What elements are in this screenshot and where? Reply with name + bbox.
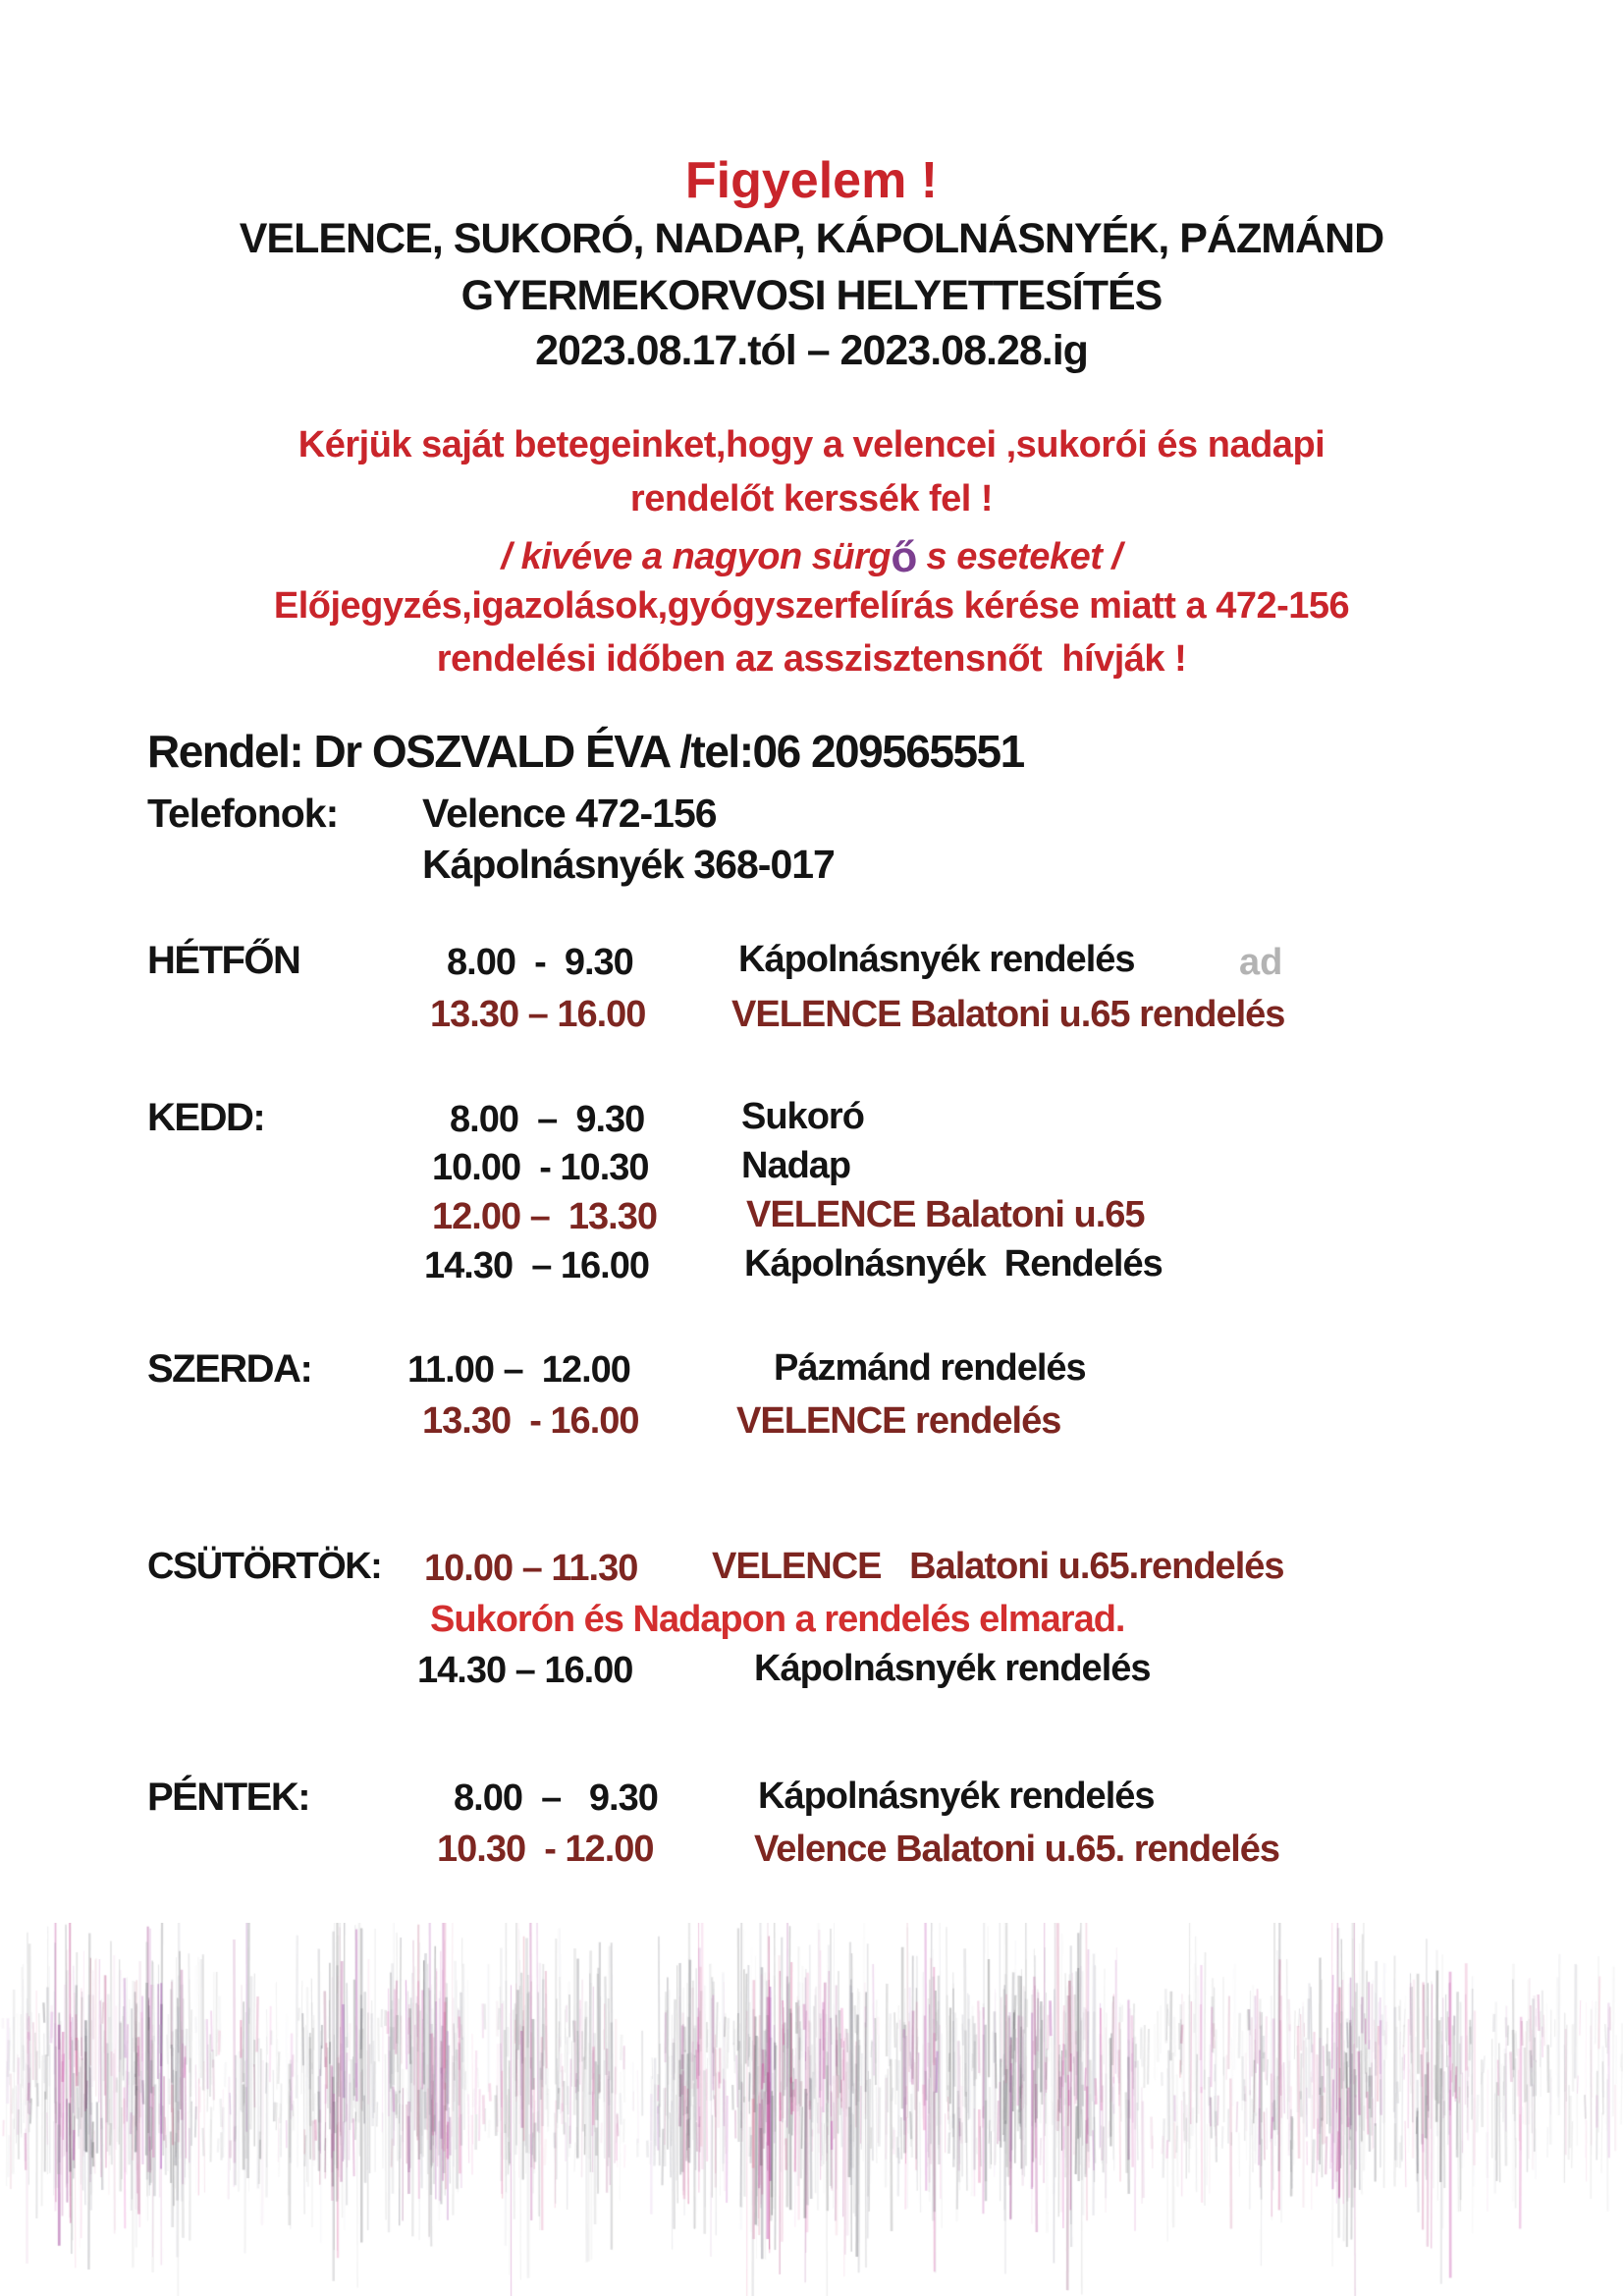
time-cell: 10.30 - 12.00 [437,1829,654,1870]
time-cell: 11.00 – 12.00 [407,1349,630,1391]
request-exception-line [0,531,1623,583]
phone-kapolnasnyek: Kápolnásnyék 368-017 [422,842,835,887]
request-line-5: rendelési időben az asszisztensnőt hívják ! [436,638,1187,680]
request-line-1: Kérjük saját betegeinket,hogy a velencei ,sukorói és nadapi [298,424,1325,465]
scanner-artifact-band [0,1923,1623,2296]
time-cell: 13.30 – 16.00 [430,994,646,1035]
time-cell: 10.00 - 10.30 [432,1147,649,1188]
faded-text-ad: ad [1239,942,1283,983]
date-range: 2023.08.17.tól – 2023.08.28.ig [535,327,1088,374]
request-line-4: Előjegyzés,igazolások,gyógyszerfelírás kérése miatt a 472-156 [273,585,1350,627]
exception-text-pre: / kivéve a nagyon sürg [501,536,892,577]
day-label-pentek: PÉNTEK: [147,1776,310,1819]
exception-text-post: s eseteket / [916,536,1122,577]
day-label-csutortok: CSÜTÖRTÖK: [147,1546,382,1587]
time-cell: 12.00 – 13.30 [432,1196,657,1237]
day-label-szerda: SZERDA: [147,1347,312,1391]
place-cell: VELENCE Balatoni u.65.rendelés [712,1546,1284,1587]
place-cell: Sukoró [741,1096,864,1137]
place-cell: Kápolnásnyék rendelés [758,1776,1155,1817]
notice-title-line2: GYERMEKORVOSI HELYETTESÍTÉS [460,272,1163,319]
time-cell: 14.30 – 16.00 [417,1650,633,1691]
time-cell: 14.30 – 16.00 [424,1245,649,1286]
phone-velence: Velence 472-156 [422,791,717,836]
place-cell: VELENCE Balatoni u.65 rendelés [731,994,1285,1035]
doctor-line: Rendel: Dr OSZVALD ÉVA /tel:06 209565551 [147,726,1024,777]
handwritten-correction: ő [889,531,919,583]
time-cell: 8.00 - 9.30 [447,942,633,983]
place-cell: Kápolnásnyék rendelés [738,939,1135,980]
time-cell: 13.30 - 16.00 [422,1400,639,1442]
place-cell: VELENCE Balatoni u.65 [746,1194,1145,1235]
cancellation-note: Sukorón és Nadapon a rendelés elmarad. [430,1599,1125,1640]
notice-title-line1: VELENCE, SUKORÓ, NADAP, KÁPOLNÁSNYÉK, PÁZMÁND [239,215,1384,262]
place-cell: VELENCE rendelés [736,1400,1061,1442]
attention-heading: Figyelem ! [684,152,939,209]
time-cell: 10.00 – 11.30 [424,1548,638,1589]
phones-label: Telefonok: [147,791,339,836]
time-cell: 8.00 – 9.30 [454,1777,658,1819]
day-label-kedd: KEDD: [147,1096,265,1139]
place-cell: Velence Balatoni u.65. rendelés [754,1829,1280,1870]
time-cell: 8.00 – 9.30 [450,1099,645,1140]
place-cell: Kápolnásnyék Rendelés [744,1243,1163,1285]
day-label-hetfon: HÉTFŐN [147,939,300,982]
place-cell: Nadap [741,1145,851,1186]
request-line-2: rendelőt kerssék fel ! [629,478,994,519]
place-cell: Pázmánd rendelés [774,1347,1086,1389]
place-cell: Kápolnásnyék rendelés [754,1648,1151,1689]
